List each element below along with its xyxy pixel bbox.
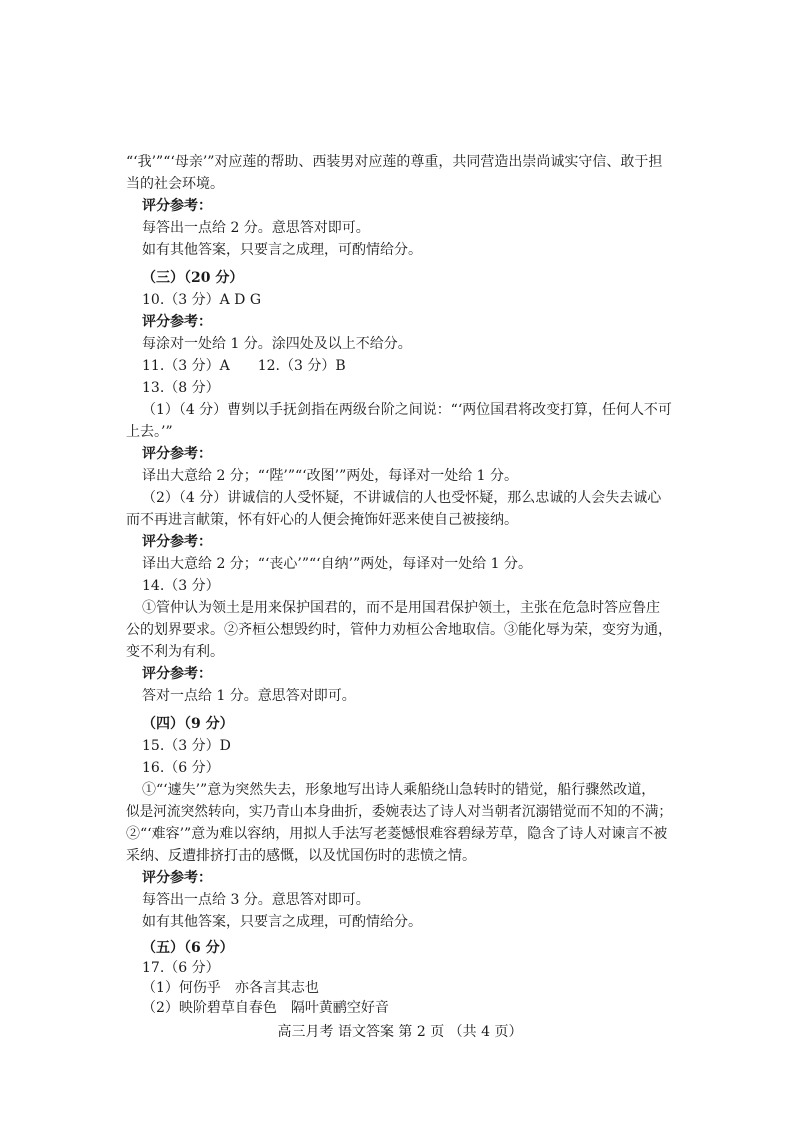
text-line: 如有其他答案，只要言之成理，可酌情给分。 [142,914,422,930]
scoring-reference-heading: 评分参考： [142,666,212,682]
question-number: 14.（3 分） [142,578,220,594]
text-line: 采纳、反遭排挤打击的感慨，以及忧国伤时的悲愤之情。 [126,848,476,864]
scoring-reference-heading: 评分参考： [142,870,212,886]
text-line: 译出大意给 2 分；“‘丧心’”“‘自纳’”两处，每译对一处给 1 分。 [142,556,533,572]
question-answer: 11.（3 分）A 12.（3 分）B [142,358,346,374]
text-line: 似是河流突然转向，实乃青山本身曲折，委婉表达了诗人对当朝者沉溺错觉而不知的不满； [126,804,672,820]
text-line: 上去。’” [126,424,173,440]
text-line: 如有其他答案，只要言之成理，可酌情给分。 [142,242,422,258]
section-heading: （三）（20 分） [142,270,244,286]
page-footer: 高三月考 语文答案 第 2 页 （共 4 页） [277,1024,523,1040]
text-line: 每答出一点给 2 分。意思答对即可。 [142,220,370,236]
question-number: 17.（6 分） [142,960,220,976]
section-heading: （五）（6 分） [142,940,234,956]
section-heading: （四）（9 分） [142,716,234,732]
scoring-reference-heading: 评分参考： [142,534,212,550]
question-answer: 15.（3 分）D [142,738,231,754]
text-line: （1）（4 分）曹刿以手抚剑指在两级台阶之间说：“‘两位国君将改变打算，任何人不可 [142,402,672,418]
scoring-reference-heading: 评分参考： [142,314,212,330]
text-line: “‘我’”“‘母亲’”对应莲的帮助、西装男对应莲的尊重，共同营造出崇尚诚实守信、敢于担 [126,154,663,170]
text-line: 公的划界要求。②齐桓公想毁约时，管仲力劝桓公舍地取信。③能化辱为荣，变穷为通， [126,622,672,638]
text-line: 当的社会环境。 [126,176,224,192]
text-line: 译出大意给 2 分；“‘陛’”“‘改图’”两处，每译对一处给 1 分。 [142,468,519,484]
question-number: 16.（6 分） [142,760,220,776]
scoring-reference-heading: 评分参考： [142,446,212,462]
question-number: 13.（8 分） [142,380,220,396]
question-answer: 10.（3 分）A D G [142,292,262,308]
text-line: ①管仲认为领土是用来保护国君的，而不是用国君保护领土，主张在危急时答应鲁庄 [142,600,660,616]
text-line: 变不利为有利。 [126,644,224,660]
text-line: ①“‘遽失’”意为突然失去，形象地写出诗人乘船绕山急转时的错觉，船行骤然改道， [142,782,656,798]
text-line: 每答出一点给 3 分。意思答对即可。 [142,892,370,908]
text-line: （2）（4 分）讲诚信的人受怀疑，不讲诚信的人也受怀疑，那么忠诚的人会失去诚心 [142,490,662,506]
text-line: 而不再进言献策，怀有奸心的人便会掩饰奸恶来使自己被接纳。 [126,512,518,528]
text-line: 答对一点给 1 分。意思答对即可。 [142,688,356,704]
text-line: ②“‘难容’”意为难以容纳，用拟人手法写老菱憾恨难容碧绿芳草，隐含了诗人对谏言不被 [126,826,668,842]
text-line: （1）何伤乎 亦各言其志也 [142,980,319,996]
text-line: （2）映阶碧草自春色 隔叶黄鹂空好音 [142,1000,389,1016]
text-line: 每涂对一处给 1 分。涂四处及以上不给分。 [142,336,412,352]
scoring-reference-heading: 评分参考： [142,198,212,214]
